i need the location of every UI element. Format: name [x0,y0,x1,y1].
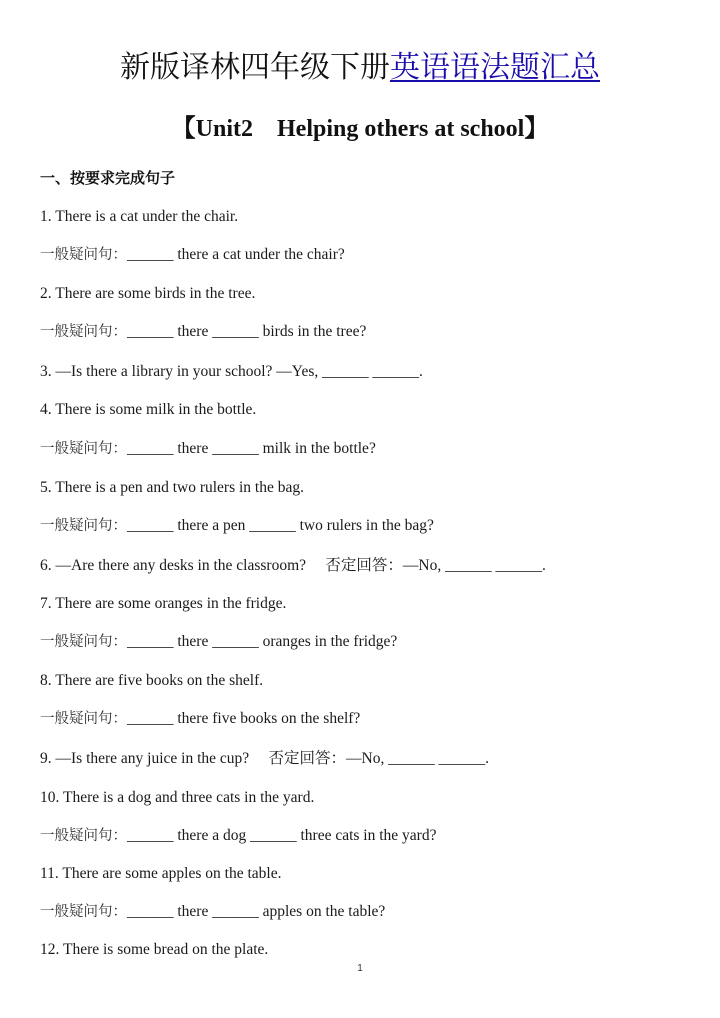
exercise-line [40,514,434,538]
line-text: ______ there five books on the shelf? [127,710,361,727]
line-text: 5. There is a pen and two rulers in the bag. [40,479,304,496]
exercise-line [40,862,281,886]
section-heading: 一、按要求完成句子 [40,169,176,187]
exercise-line [40,205,238,229]
line-text: 7. There are some oranges in the fridge. [40,595,287,612]
exercise-line [40,630,397,654]
exercise-line [40,938,268,962]
page-title [0,48,720,88]
line-text: ______ there ______ apples on the table? [127,903,386,920]
line-text: 9. —Is there any juice in the cup? 否定回答：—No, ______ ______. [40,750,489,767]
exercise-line [40,707,360,731]
line-text: 12. There is some bread on the plate. [40,941,269,958]
line-text: 11. There are some apples on the table. [40,865,282,882]
line-text: 3. —Is there a library in your school? —Yes, ______ ______. [40,363,423,380]
exercise-line [40,786,314,810]
exercise-line [40,437,376,461]
exercise-line [40,554,546,578]
line-text: ______ there ______ birds in the tree? [127,323,367,340]
title-link[interactable]: 英语语法题汇总 [390,50,600,85]
line-prefix: 一般疑问句： [40,324,127,340]
unit-subtitle: 【Unit2 Helping others at school】 [171,116,549,142]
line-text: 6. —Are there any desks in the classroom? 否定回答：—No, ______ ______. [40,557,546,574]
line-prefix: 一般疑问句： [40,518,127,534]
exercise-line [40,669,263,693]
line-text: ______ there ______ milk in the bottle? [127,440,376,457]
exercise-line [40,476,304,500]
line-text: 4. There is some milk in the bottle. [40,401,257,418]
exercise-line [40,360,423,384]
line-text: ______ there ______ oranges in the fridge? [127,633,398,650]
exercise-line [40,747,489,771]
line-text: 10. There is a dog and three cats in the yard. [40,789,315,806]
exercise-line [40,282,255,306]
line-prefix: 一般疑问句： [40,828,127,844]
line-text: ______ there a dog ______ three cats in the yard? [127,827,437,844]
line-prefix: 一般疑问句： [40,904,127,920]
line-text: ______ there a cat under the chair? [127,246,345,263]
page-number: 1 [357,963,363,974]
line-text: 1. There is a cat under the chair. [40,208,239,225]
line-text: ______ there a pen ______ two rulers in the bag? [127,517,434,534]
exercise-line [40,900,385,924]
exercise-line [40,320,366,344]
line-text: 2. There are some birds in the tree. [40,285,256,302]
line-prefix: 一般疑问句： [40,711,127,727]
title-text: 新版译林四年级下册 [120,50,390,85]
exercise-line [40,592,286,616]
exercise-line [40,398,256,422]
line-prefix: 一般疑问句： [40,441,127,457]
line-prefix: 一般疑问句： [40,634,127,650]
exercise-line [40,824,436,848]
line-prefix: 一般疑问句： [40,247,127,263]
line-text: 8. There are five books on the shelf. [40,672,264,689]
exercise-line [40,243,345,267]
